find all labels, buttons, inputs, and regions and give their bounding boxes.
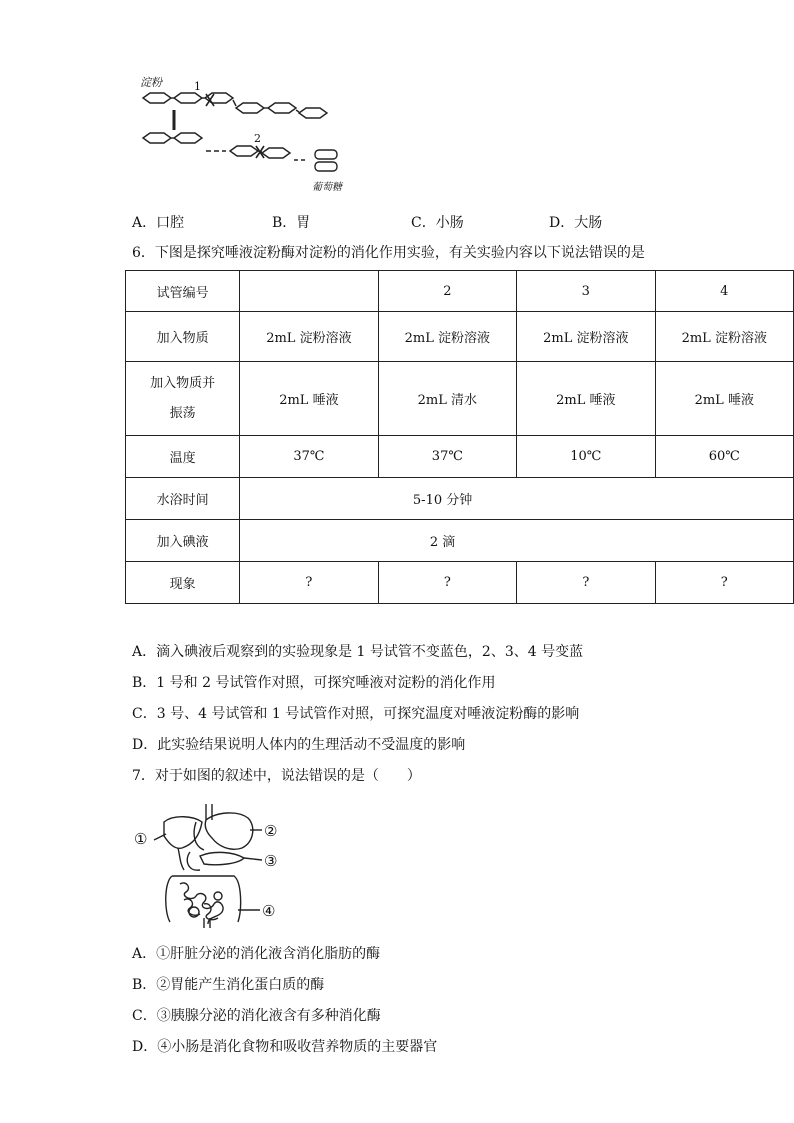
table-cell: 37℃	[378, 436, 516, 478]
table-row	[126, 312, 794, 362]
option-letter: B．	[272, 215, 297, 231]
table-cell: 2mL 淀粉溶液	[517, 312, 655, 362]
table-row	[126, 520, 794, 562]
label-2-stomach: ②	[264, 822, 278, 840]
table-cell: ?	[517, 562, 655, 604]
table-cell: ?	[655, 562, 793, 604]
q5-option-d[interactable]	[549, 212, 602, 232]
q7-option-d[interactable]: D．④小肠是消化食物和吸收营养物质的主要器官	[132, 1039, 438, 1055]
table-cell: 4	[655, 271, 793, 312]
glucose-label: 葡萄糖	[312, 182, 342, 193]
table-row	[126, 562, 794, 604]
merged-cell	[240, 478, 794, 520]
q6-option-a[interactable]: A．滴入碘液后观察到的实验现象是 1 号试管不变蓝色，2、3、4 号变蓝	[132, 644, 584, 660]
table-cell: 2mL 淀粉溶液	[655, 312, 793, 362]
option-letter: A．	[132, 215, 157, 231]
row-label: 水浴时间	[126, 478, 240, 520]
digestive-system-figure	[134, 800, 284, 928]
option-text: 小肠	[435, 215, 464, 231]
row-label: 现象	[126, 562, 240, 604]
table-cell: 37℃	[240, 436, 378, 478]
option-letter: D．	[549, 215, 575, 231]
row-label-line: 加入物质并	[150, 375, 216, 391]
option-letter: C．	[411, 215, 436, 231]
row-label	[126, 362, 240, 436]
label-1-liver: ①	[134, 830, 148, 848]
experiment-table	[125, 270, 794, 604]
starch-digestion-figure	[138, 74, 348, 196]
table-cell	[240, 271, 378, 312]
label-3-pancreas: ③	[264, 852, 278, 870]
merged-cell	[240, 520, 794, 562]
table-cell: 3	[517, 271, 655, 312]
row-label: 试管编号	[126, 271, 240, 312]
merged-cell-text: 2 滴	[429, 535, 456, 550]
table-row	[126, 271, 794, 312]
table-cell: 2mL 唾液	[655, 362, 793, 436]
q7-option-a[interactable]: A．①肝脏分泌的消化液含消化脂肪的酶	[132, 946, 381, 962]
table-row	[126, 362, 794, 436]
q7-option-b[interactable]: B．②胃能产生消化蛋白质的酶	[132, 977, 325, 993]
starch-label: 淀粉	[140, 76, 162, 89]
table-cell: 60℃	[655, 436, 793, 478]
table-cell: ?	[378, 562, 516, 604]
table-cell: 2mL 唾液	[517, 362, 655, 436]
q5-option-b[interactable]	[272, 212, 310, 232]
q6-option-b[interactable]: B．1 号和 2 号试管作对照，可探究唾液对淀粉的消化作用	[132, 675, 496, 691]
q5-option-a[interactable]	[132, 212, 184, 232]
option-text: 口腔	[156, 215, 185, 231]
table-cell: 10℃	[517, 436, 655, 478]
cut-label-2: 2	[254, 132, 261, 145]
table-cell: 2mL 唾液	[240, 362, 378, 436]
table-row	[126, 436, 794, 478]
table-cell: 2	[378, 271, 516, 312]
cut-label-1: 1	[194, 80, 201, 93]
table-cell: 2mL 清水	[378, 362, 516, 436]
q6-option-d[interactable]: D．此实验结果说明人体内的生理活动不受温度的影响	[132, 737, 466, 753]
row-label: 加入碘液	[126, 520, 240, 562]
table-row	[126, 478, 794, 520]
q6-option-c[interactable]: C．3 号、4 号试管和 1 号试管作对照，可探究温度对唾液淀粉酶的影响	[132, 706, 580, 722]
row-label-line: 振荡	[169, 405, 196, 421]
table-cell: ?	[240, 562, 378, 604]
option-text: 胃	[296, 215, 311, 231]
option-text: 大肠	[574, 215, 603, 231]
q6-stem: 6．下图是探究唾液淀粉酶对淀粉的消化作用实验，有关实验内容以下说法错误的是	[132, 245, 645, 261]
row-label: 加入物质	[126, 312, 240, 362]
table-cell: 2mL 淀粉溶液	[240, 312, 378, 362]
label-4-small-intestine: ④	[262, 902, 276, 920]
merged-cell-text: 5-10 分钟	[412, 493, 473, 508]
q7-stem: 7．对于如图的叙述中，说法错误的是（ ）	[132, 768, 421, 784]
table-cell: 2mL 淀粉溶液	[378, 312, 516, 362]
row-label: 温度	[126, 436, 240, 478]
q5-option-c[interactable]	[411, 212, 464, 232]
q7-option-c[interactable]: C．③胰腺分泌的消化液含有多种消化酶	[132, 1008, 381, 1024]
